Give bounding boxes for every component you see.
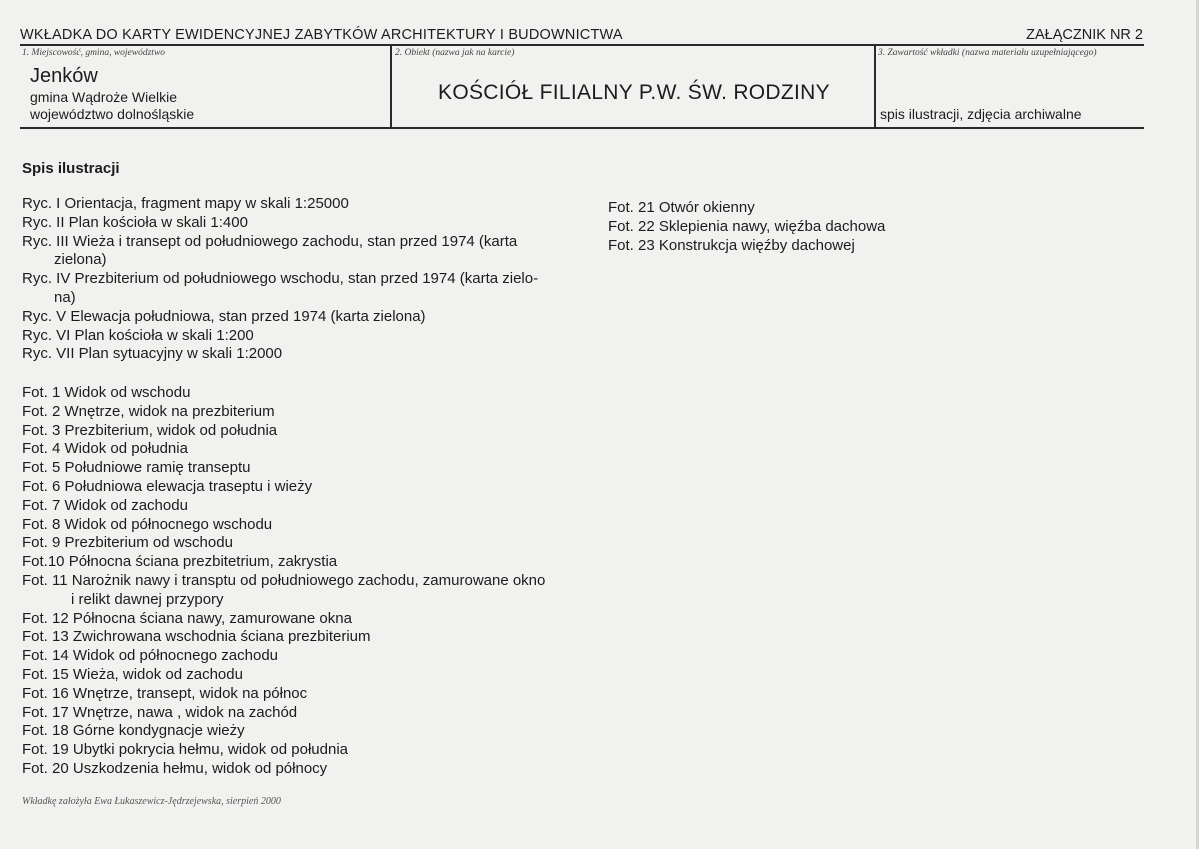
list-item-text: Fot. 20 Uszkodzenia hełmu, widok od północy xyxy=(22,759,328,777)
list-item-text: Ryc. V Elewacja południowa, stan przed 1974 (karta zielona) xyxy=(22,307,426,325)
list-item xyxy=(22,760,602,779)
list-item-text: Ryc. III Wieża i transept od południowego zachodu, stan przed 1974 (karta xyxy=(22,232,518,250)
list-item xyxy=(22,722,602,741)
list-item-text: Fot. 16 Wnętrze, transept, widok na północ xyxy=(22,684,308,702)
location-caption: 1. Miejscowość, gmina, województwo xyxy=(22,48,166,58)
footer-note: Wkładkę założyła Ewa Łukaszewicz-Jędrzejewska, sierpień 2000 xyxy=(22,796,281,807)
list-item-text: Fot. 11 Narożnik nawy i transptu od południowego zachodu, zamurowane okno xyxy=(22,571,546,589)
list-item xyxy=(22,628,602,647)
list-item-text: Fot. 5 Południowe ramię transeptu xyxy=(22,459,251,477)
list-item-text: Fot. 13 Zwichrowana wschodnia ściana prezbiterium xyxy=(22,628,371,646)
list-item xyxy=(22,384,602,403)
list-item-text: Fot. 9 Prezbiterium od wschodu xyxy=(22,534,233,552)
list-item xyxy=(22,704,602,723)
list-item xyxy=(22,497,602,516)
list-item-text: Fot.10 Północna ściana prezbitetrium, zakrystia xyxy=(22,553,338,571)
list-item xyxy=(22,440,602,459)
section-title: Spis ilustracji xyxy=(22,160,120,177)
fot-list-right xyxy=(608,199,1028,255)
list-item xyxy=(22,327,602,346)
list-item xyxy=(22,478,602,497)
object-caption: 2. Obiekt (nazwa jak na karcie) xyxy=(395,48,515,58)
list-item xyxy=(22,459,602,478)
list-item xyxy=(22,685,602,704)
list-item-text: Fot. 7 Widok od zachodu xyxy=(22,496,188,514)
list-item xyxy=(22,403,602,422)
list-item-text: Fot. 1 Widok od wschodu xyxy=(22,384,191,401)
list-item-text: Fot. 19 Ubytki pokrycia hełmu, widok od południa xyxy=(22,741,349,759)
list-item: Fot. 21 Otwór okienny xyxy=(608,199,755,216)
location-commune: gmina Wądroże Wielkie xyxy=(30,89,178,105)
list-item-text: Ryc. II Plan kościoła w skali 1:400 xyxy=(22,213,248,231)
list-item-text: Fot. 12 Północna ściana nawy, zamurowane okna xyxy=(22,609,352,627)
list-item-text: Fot. 18 Górne kondygnacje wieży xyxy=(22,722,245,740)
list-item xyxy=(22,233,602,271)
list-item xyxy=(22,516,602,535)
list-item-text: Ryc. IV Prezbiterium od południowego wschodu, stan przed 1974 (karta zielo- xyxy=(22,270,539,288)
form-title: WKŁADKA DO KARTY EWIDENCYJNEJ ZABYTKÓW ARCHITEKTURY I BUDOWNICTWA xyxy=(20,27,623,43)
list-item-continuation: na) xyxy=(54,288,76,306)
content-caption: 3. Zawartość wkładki (nazwa materiału uzupełniającego) xyxy=(878,48,1097,58)
list-item-text: Fot. 3 Prezbiterium, widok od południa xyxy=(22,421,278,439)
header-bottom-rule xyxy=(20,127,1144,129)
list-item-text: Fot. 2 Wnętrze, widok na prezbiterium xyxy=(22,402,275,420)
list-item xyxy=(22,647,602,666)
list-item xyxy=(22,572,602,610)
list-item xyxy=(22,270,602,308)
list-item-text: Fot. 14 Widok od północnego zachodu xyxy=(22,647,279,665)
annex-number: ZAŁĄCZNIK NR 2 xyxy=(1026,27,1143,43)
list-item xyxy=(22,741,602,760)
list-item-text: Ryc. VII Plan sytuacyjny w skali 1:2000 xyxy=(22,345,283,363)
list-item-text: Fot. 17 Wnętrze, nawa , widok na zachód xyxy=(22,703,298,721)
list-item: Fot. 22 Sklepienia nawy, więźba dachowa xyxy=(608,217,886,235)
list-item xyxy=(22,534,602,553)
list-item-text: Ryc. I Orientacja, fragment mapy w skali 1:25000 xyxy=(22,195,349,212)
location-name: Jenków xyxy=(30,65,98,87)
list-item-text: Fot. 4 Widok od południa xyxy=(22,440,188,458)
list-item-text: Fot. 6 Południowa elewacja traseptu i wieży xyxy=(22,477,313,495)
content-value: spis ilustracji, zdjęcia archiwalne xyxy=(880,106,1082,122)
list-item xyxy=(22,308,602,327)
list-item xyxy=(22,553,602,572)
list-item-continuation: zielona) xyxy=(54,251,107,269)
list-item xyxy=(22,422,602,441)
ryc-list xyxy=(22,195,602,364)
list-item xyxy=(22,195,602,214)
list-item: Fot. 23 Konstrukcja więźby dachowej xyxy=(608,236,855,254)
list-item-continuation: i relikt dawnej przypory xyxy=(71,590,224,608)
location-province: województwo dolnośląskie xyxy=(30,106,195,122)
fot-list xyxy=(22,384,602,779)
list-item-text: Ryc. VI Plan kościoła w skali 1:200 xyxy=(22,326,254,344)
list-item-text: Fot. 8 Widok od północnego wschodu xyxy=(22,515,273,533)
list-item xyxy=(22,214,602,233)
list-item xyxy=(22,666,602,685)
list-item xyxy=(22,610,602,629)
list-item xyxy=(22,345,602,364)
list-item-text: Fot. 15 Wieża, widok od zachodu xyxy=(22,665,243,683)
header-top-rule xyxy=(20,44,1144,46)
object-name: KOŚCIÓŁ FILIALNY P.W. ŚW. RODZINY xyxy=(438,81,830,104)
